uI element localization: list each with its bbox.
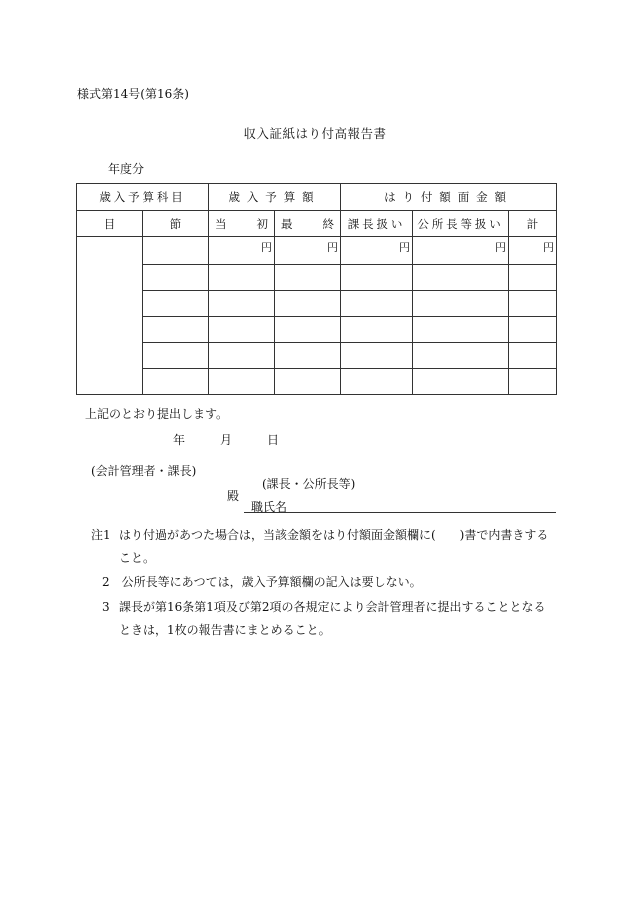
cell-initial[interactable] xyxy=(209,343,275,369)
date-year-label: 年 xyxy=(173,433,186,447)
cell-moku[interactable] xyxy=(77,237,143,395)
cell-section-chief[interactable] xyxy=(341,317,413,343)
cell-office-chief[interactable] xyxy=(413,265,509,291)
cell-total[interactable] xyxy=(509,265,557,291)
cell-total[interactable] xyxy=(509,369,557,395)
header-affixed-amount: はり付額面金額 xyxy=(341,184,557,211)
cell-section-chief[interactable]: 円 xyxy=(341,237,413,265)
table-row xyxy=(77,369,557,395)
cell-initial[interactable] xyxy=(209,291,275,317)
cell-initial[interactable] xyxy=(209,317,275,343)
date-month-label: 月 xyxy=(220,433,233,447)
note-1-mark: 注1 xyxy=(91,528,111,542)
table-row xyxy=(77,343,557,369)
cell-section-chief[interactable] xyxy=(341,343,413,369)
header-setsu: 節 xyxy=(143,211,209,237)
cell-final[interactable] xyxy=(275,265,341,291)
note-2: 2 公所長等にあつては，歳入予算額欄の記入は要しない。 xyxy=(102,575,422,589)
submission-statement: 上記のとおり提出します。 xyxy=(85,407,229,421)
note-3: 課長が第16条第1項及び第2項の各規定により会計管理者に提出することとなるときは，1枚の報告書にまとめること。 xyxy=(119,600,546,637)
cell-initial[interactable] xyxy=(209,265,275,291)
form-number: 様式第14号(第16条) xyxy=(77,87,189,101)
cell-initial[interactable]: 円 xyxy=(209,237,275,265)
date-day-label: 日 xyxy=(267,433,280,447)
header-office-chief: 公所長等扱い xyxy=(413,211,509,237)
cell-total[interactable] xyxy=(509,343,557,369)
header-initial: 当 初 xyxy=(209,211,275,237)
cell-setsu[interactable] xyxy=(143,369,209,395)
cell-total[interactable]: 円 xyxy=(509,237,557,265)
cell-office-chief[interactable] xyxy=(413,343,509,369)
cell-section-chief[interactable] xyxy=(341,291,413,317)
table-row xyxy=(77,317,557,343)
cell-section-chief[interactable] xyxy=(341,265,413,291)
table-row xyxy=(77,291,557,317)
cell-setsu[interactable] xyxy=(143,343,209,369)
cell-setsu[interactable] xyxy=(143,237,209,265)
header-total: 計 xyxy=(509,211,557,237)
cell-final[interactable]: 円 xyxy=(275,237,341,265)
header-budget-amount: 歳入予算額 xyxy=(209,184,341,211)
cell-office-chief[interactable]: 円 xyxy=(413,237,509,265)
cell-total[interactable] xyxy=(509,317,557,343)
cell-final[interactable] xyxy=(275,369,341,395)
cell-setsu[interactable] xyxy=(143,291,209,317)
cell-setsu[interactable] xyxy=(143,317,209,343)
submitter-position: (課長・公所長等) xyxy=(262,477,356,491)
honorific: 殿 xyxy=(227,489,240,503)
cell-setsu[interactable] xyxy=(143,265,209,291)
cell-total[interactable] xyxy=(509,291,557,317)
cell-initial[interactable] xyxy=(209,369,275,395)
header-moku: 目 xyxy=(77,211,143,237)
note-3-mark: 3 xyxy=(102,600,110,614)
header-budget-item: 歳入予算科目 xyxy=(77,184,209,211)
report-table xyxy=(76,183,557,395)
cell-office-chief[interactable] xyxy=(413,317,509,343)
cell-final[interactable] xyxy=(275,317,341,343)
table-row xyxy=(77,237,557,265)
cell-final[interactable] xyxy=(275,291,341,317)
cell-section-chief[interactable] xyxy=(341,369,413,395)
document-title: 収入証紙はり付高報告書 xyxy=(243,126,387,141)
header-section-chief: 課長扱い xyxy=(341,211,413,237)
cell-office-chief[interactable] xyxy=(413,291,509,317)
cell-office-chief[interactable] xyxy=(413,369,509,395)
signature-line xyxy=(244,512,556,513)
addressee: (会計管理者・課長) xyxy=(91,464,197,478)
submitter-name-label: 職氏名 xyxy=(251,500,288,514)
cell-final[interactable] xyxy=(275,343,341,369)
note-1: はり付過があつた場合は，当該金額をはり付額面金額欄に( )書で内書きすること。 xyxy=(119,528,549,565)
header-final: 最 終 xyxy=(275,211,341,237)
fiscal-year-label: 年度分 xyxy=(108,162,145,176)
table-row xyxy=(77,265,557,291)
